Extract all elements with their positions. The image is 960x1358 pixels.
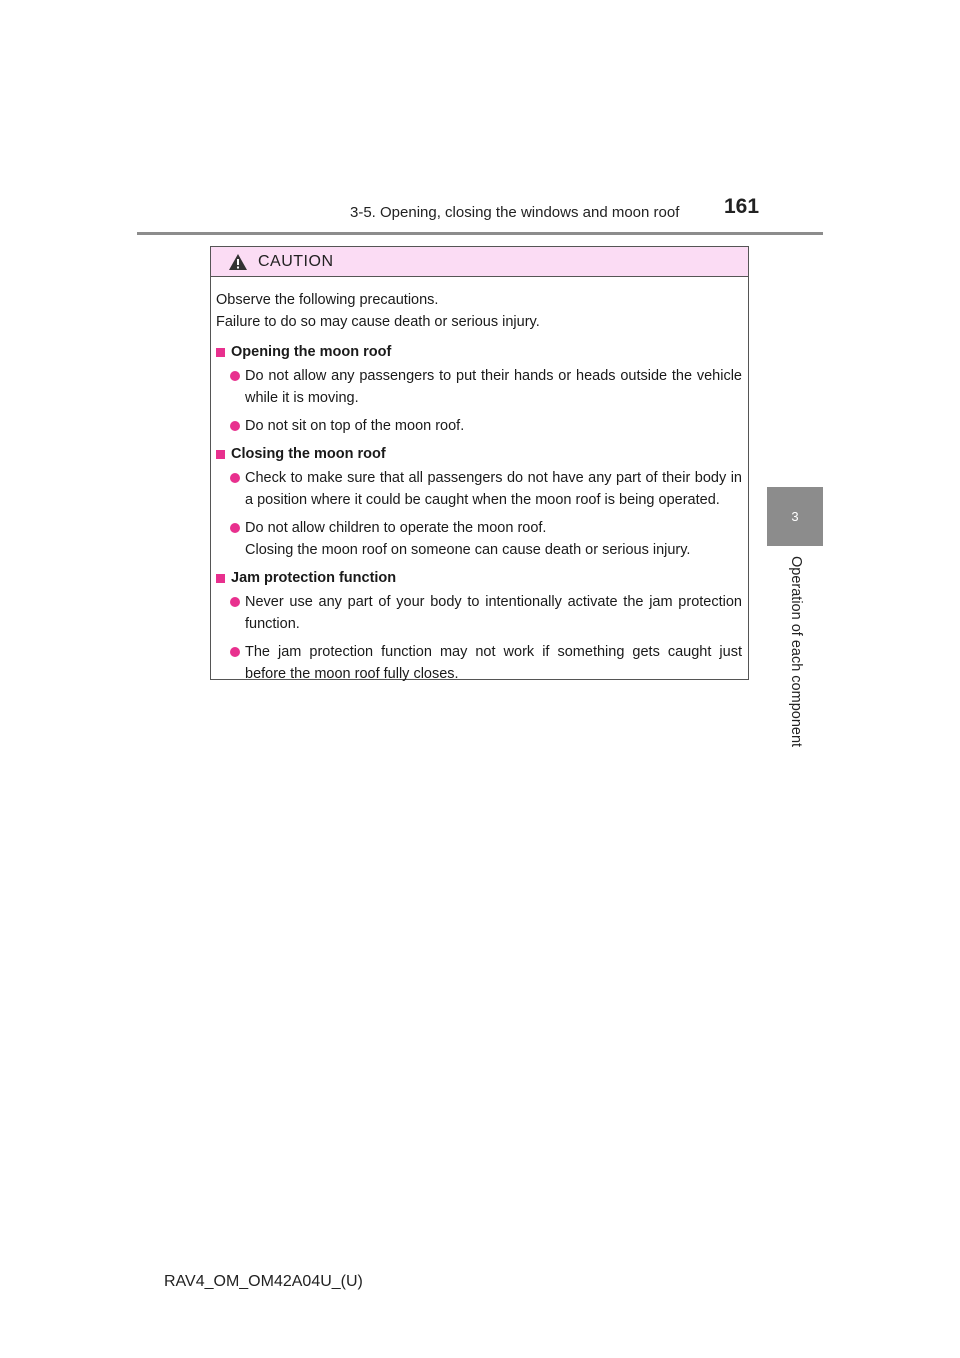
list-item — [230, 517, 742, 561]
dot-bullet-icon — [230, 371, 240, 381]
list-item-text — [245, 591, 742, 635]
bullet-line: Do not sit on top of the moon roof. — [245, 418, 465, 434]
list-item — [230, 591, 742, 635]
chapter-label: Operation of each component — [788, 556, 804, 748]
bullet-line: Never use any part of your body to intentionally activate the jam protection function. — [245, 594, 742, 632]
list-item-text — [245, 467, 742, 511]
warning-triangle-icon — [228, 253, 248, 271]
section-heading-text: Opening the moon roof — [231, 344, 392, 360]
bullet-line: The jam protection function may not work if something gets caught just before the moon roof fully closes. — [245, 644, 742, 682]
chapter-tab — [767, 487, 823, 546]
list-item-text — [245, 641, 742, 685]
section-title: 3-5. Opening, closing the windows and moon roof — [350, 204, 680, 221]
dot-bullet-icon — [230, 421, 240, 431]
square-bullet-icon — [216, 450, 225, 459]
caution-intro — [216, 289, 742, 333]
list-item-text — [245, 517, 742, 561]
bullet-line: Do not allow any passengers to put their hands or heads outside the vehicle while it is moving. — [245, 368, 742, 406]
intro-line: Failure to do so may cause death or serious injury. — [216, 314, 540, 330]
bullet-line-extra: Closing the moon roof on someone can cause death or serious injury. — [245, 542, 691, 558]
header-divider — [137, 232, 823, 235]
square-bullet-icon — [216, 574, 225, 583]
section-opening — [216, 341, 742, 437]
dot-bullet-icon — [230, 647, 240, 657]
page-number: 161 — [724, 195, 760, 218]
square-bullet-icon — [216, 348, 225, 357]
dot-bullet-icon — [230, 597, 240, 607]
caution-header — [211, 247, 748, 277]
list-item-text — [245, 365, 742, 409]
list-item — [230, 365, 742, 409]
list-item — [230, 641, 742, 685]
list-item-text — [245, 415, 742, 437]
section-jam-protection — [216, 567, 742, 685]
section-heading — [216, 443, 742, 465]
section-closing — [216, 443, 742, 561]
chapter-number: 3 — [791, 509, 799, 524]
intro-line: Observe the following precautions. — [216, 292, 439, 308]
bullet-line: Check to make sure that all passengers do not have any part of their body in a position where it could be caught when the moon roof is being operated. — [245, 470, 742, 508]
caution-title: CAUTION — [258, 252, 334, 270]
caution-box — [210, 246, 749, 680]
section-heading-text: Closing the moon roof — [231, 446, 386, 462]
caution-body — [211, 277, 748, 685]
section-heading — [216, 341, 742, 363]
list-item — [230, 415, 742, 437]
dot-bullet-icon — [230, 473, 240, 483]
document-code: RAV4_OM_OM42A04U_(U) — [164, 1273, 363, 1290]
bullet-line: Do not allow children to operate the moon roof. — [245, 520, 547, 536]
list-item — [230, 467, 742, 511]
section-heading-text: Jam protection function — [231, 570, 397, 586]
section-heading — [216, 567, 742, 589]
dot-bullet-icon — [230, 523, 240, 533]
